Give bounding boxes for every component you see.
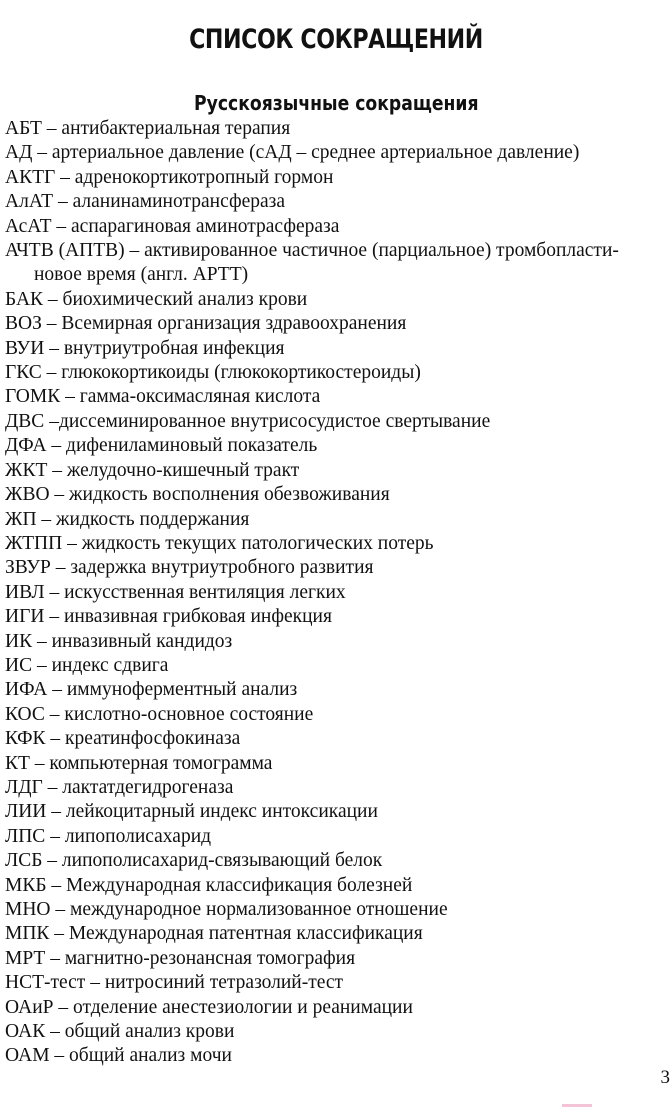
abbreviation-entry: ЛСБ – липополисахарид-связывающий белок (5, 850, 383, 872)
abbreviation-entry: КОС – кислотно-основное состояние (5, 703, 314, 725)
abbreviation-entry: ЖКТ – желудочно-кишечный тракт (5, 459, 300, 481)
entry-continuation: новое время (англ. АРТТ) (34, 264, 249, 286)
abbreviation-entry: АлАТ – аланинаминотрансфераза (5, 191, 286, 213)
abbreviation-entry: ЛИИ – лейкоцитарный индекс интоксикации (5, 801, 378, 823)
page-number: 3 (660, 1067, 670, 1088)
abbreviation-entry: ИВЛ – искусственная вентиляция легких (5, 581, 346, 603)
abbreviation-entry: МРТ – магнитно-резонансная томография (5, 947, 356, 969)
abbreviation-entry: КФК – креатинфосфокиназа (5, 728, 241, 750)
abbreviation-entry: ЗВУР – задержка внутриутробного развития (5, 557, 374, 579)
abbreviation-entry: БАК – биохимический анализ крови (5, 288, 308, 310)
abbreviation-entry: ДФА – дифениламиновый показатель (5, 435, 318, 457)
abbreviation-entry: ДВС –диссеминированное внутрисосудистое свертывание (5, 410, 491, 432)
abbreviation-entry: АКТГ – адренокортикотропный гормон (5, 166, 334, 188)
abbreviation-entry: ИК – инвазивный кандидоз (5, 630, 233, 652)
abbreviation-entry: ЖТПП – жидкость текущих патологических потерь (5, 532, 434, 554)
abbreviation-entry: ВУИ – внутриутробная инфекция (5, 337, 285, 359)
abbreviation-entry: ЖП – жидкость поддержания (5, 508, 250, 530)
abbreviation-entry: ЛПС – липополисахарид (5, 825, 212, 847)
abbreviation-entry: ИФА – иммуноферментный анализ (5, 679, 298, 701)
page-title: СПИСОК СОКРАЩЕНИЙ (189, 24, 483, 56)
print-mark (562, 1104, 592, 1107)
abbreviation-entry: КТ – компьютерная томограмма (5, 752, 273, 774)
abbreviation-entry: ГОМК – гамма-оксимасляная кислота (5, 386, 321, 408)
abbreviation-entry: ОАМ – общий анализ мочи (5, 1045, 232, 1067)
abbreviation-entry: ГКС – глюкокортикоиды (глюкокортикостероиды) (5, 362, 421, 384)
abbreviation-entry: ОАиР – отделение анестезиологии и реанимации (5, 996, 413, 1018)
abbreviation-entry: НСТ-тест – нитросиний тетразолий-тест (5, 972, 344, 994)
section-title: Русскоязычные сокращения (194, 90, 479, 115)
abbreviation-entry: МПК – Международная патентная классификация (5, 923, 423, 945)
abbreviation-list (5, 117, 665, 1069)
abbreviation-entry: ЛДГ – лактатдегидрогеназа (5, 776, 234, 798)
abbreviation-entry: АБТ – антибактериальная терапия (5, 118, 291, 139)
abbreviation-entry: АД – артериальное давление (сАД – среднее артериальное давление) (5, 142, 580, 164)
abbreviation-entry: АЧТВ (АПТВ) – активированное частичное (парциальное) тромбопласти- новое время (англ. АРТТ) (5, 239, 665, 288)
abbreviation-entry: МНО – международное нормализованное отношение (5, 899, 448, 920)
abbreviation-entry: ВОЗ – Всемирная организация здравоохранения (5, 313, 407, 335)
abbreviation-entry: АсАТ – аспарагиновая аминотрасфераза (5, 215, 340, 237)
abbreviation-entry: ИГИ – инвазивная грибковая инфекция (5, 606, 332, 628)
abbreviation-entry: МКБ – Международная классификация болезней (5, 874, 413, 896)
abbreviation-entry: ОАК – общий анализ крови (5, 1021, 235, 1043)
abbreviation-entry: ИС – индекс сдвига (5, 654, 169, 676)
abbreviation-entry: ЖВО – жидкость восполнения обезвоживания (5, 484, 390, 506)
